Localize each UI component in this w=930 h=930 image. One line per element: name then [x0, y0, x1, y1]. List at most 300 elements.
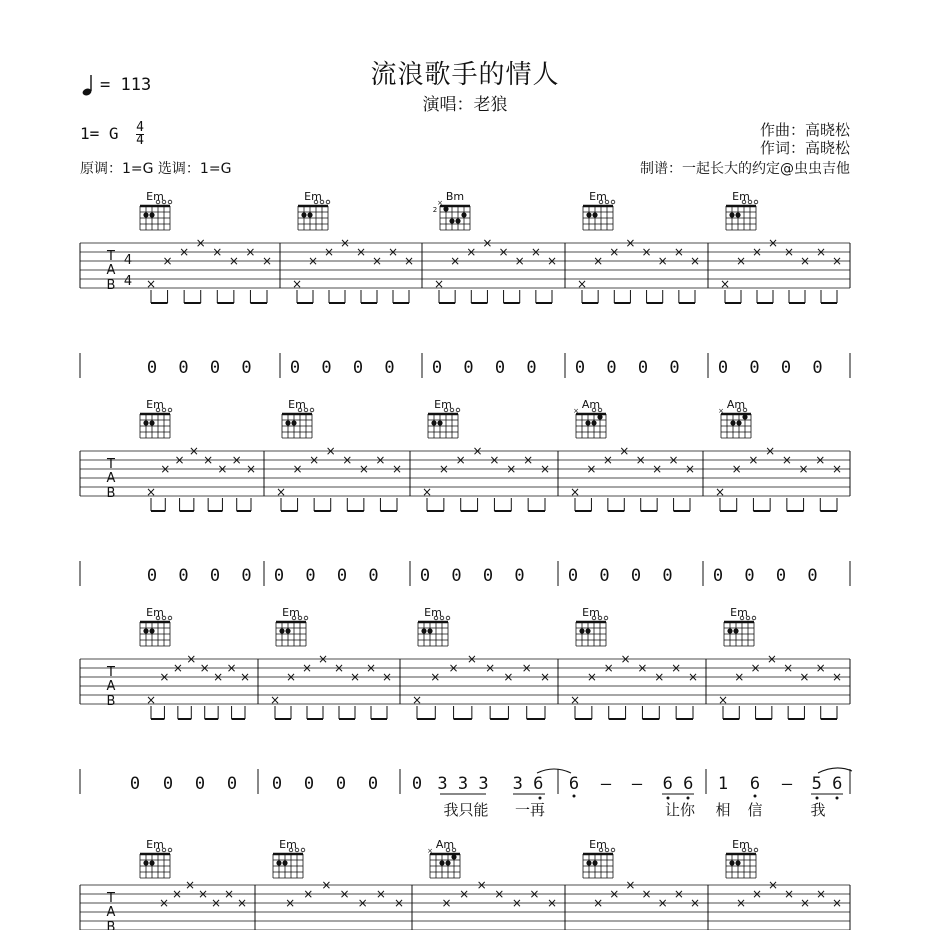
tab-clef-letter: A: [106, 263, 116, 278]
tab-note: ×: [482, 236, 493, 250]
tab-note: ×: [750, 661, 761, 675]
chord-finger-dot: [282, 860, 287, 865]
tab-row: [80, 398, 850, 586]
chord-finger-dot: [443, 206, 448, 211]
tab-note: ×: [261, 254, 273, 268]
jianpu-note: 0: [807, 566, 818, 586]
tab-note: ×: [171, 887, 183, 901]
jianpu-note: 0: [669, 358, 680, 378]
jianpu-note: 0: [146, 358, 158, 378]
tab-note: ×: [172, 661, 183, 675]
chord-open-string: [611, 848, 615, 852]
tab-note: ×: [751, 887, 763, 901]
tab-note: ×: [199, 661, 210, 675]
tab-note: ×: [301, 661, 313, 675]
chord-name: Em: [732, 838, 750, 851]
chord-name: Em: [146, 606, 164, 619]
key-label: 1= G: [80, 124, 119, 143]
tab-note: ×: [657, 254, 668, 268]
tab-note: ×: [159, 670, 170, 684]
chord-grid: [418, 616, 450, 646]
tab-note: ×: [673, 887, 684, 901]
tab-note: ×: [783, 661, 794, 675]
tab-note: ×: [323, 245, 335, 259]
tab-note: ×: [569, 485, 581, 499]
tab-note: ×: [375, 887, 386, 901]
arranger-credit: 制谱：一起长大的约定@虫虫吉他: [640, 161, 850, 177]
chord-finger-dot: [736, 420, 741, 425]
chord-finger-dot: [586, 212, 591, 217]
chord-finger-dot: [449, 218, 454, 223]
jianpu-note: 0: [241, 566, 252, 586]
lyric: 相: [715, 801, 731, 819]
tab-note: ×: [751, 245, 763, 259]
jianpu-note: 0: [717, 358, 729, 378]
jianpu-note: 0: [411, 774, 423, 794]
jianpu-note: 0: [209, 358, 221, 378]
lyric: 我: [810, 801, 826, 819]
chord-finger-dot: [143, 212, 148, 217]
jianpu-note: 0: [335, 774, 347, 794]
chord-open-string: [168, 200, 172, 204]
tab-note: ×: [652, 462, 663, 476]
chord-name: Em: [146, 838, 164, 851]
jianpu-note: 0: [780, 358, 792, 378]
tab-note: ×: [831, 462, 843, 476]
tie-arc: [537, 769, 571, 773]
tab-note: ×: [321, 878, 332, 892]
tab-note: ×: [160, 462, 171, 476]
chord-grid: [573, 407, 606, 438]
jianpu-note: 0: [712, 566, 724, 586]
tab-note: ×: [799, 670, 810, 684]
chord-grid: [726, 848, 758, 878]
lyricist-credit: 作词：高晓松: [759, 139, 850, 157]
tab-note: ×: [815, 245, 827, 259]
tab-note: ×: [766, 652, 777, 666]
tab-clef-letter: A: [106, 679, 116, 694]
tab-note: ×: [195, 236, 206, 250]
jianpu-note: 0: [162, 774, 174, 794]
chord-name: Em: [146, 398, 164, 411]
tab-clef-letter: A: [106, 471, 116, 486]
chord-grid: [576, 616, 608, 646]
tab-note: ×: [411, 693, 423, 707]
chord-finger-dot: [276, 860, 281, 865]
tab-note: ×: [375, 453, 386, 467]
chord-finger-dot: [437, 420, 442, 425]
tab-note: ×: [625, 236, 636, 250]
tab-note: ×: [569, 693, 581, 707]
chord-name: Em: [282, 606, 300, 619]
tab-note: ×: [735, 896, 747, 910]
chord-name: Em: [288, 398, 306, 411]
tempo-value: = 113: [100, 75, 152, 95]
tab-note: ×: [668, 453, 679, 467]
jianpu-note: 0: [273, 566, 285, 586]
jianpu-note: 0: [321, 358, 332, 378]
singer-credit: 演唱：老狼: [422, 95, 508, 115]
tab-note: ×: [748, 453, 759, 467]
lyric: 让你: [664, 801, 696, 819]
jianpu-note: 0: [305, 566, 316, 586]
jianpu-note: 0: [226, 774, 238, 794]
jianpu-note: 0: [494, 358, 506, 378]
tab-note: ×: [765, 444, 776, 458]
chord-grid: [726, 200, 758, 230]
chord-grid: [140, 408, 172, 438]
tab-row: [80, 190, 850, 378]
chord-finger-dot: [592, 860, 597, 865]
chord-name: Em: [582, 606, 600, 619]
chord-name: Bm: [445, 190, 465, 203]
chord-name: Em: [589, 190, 607, 203]
chord-finger-dot: [439, 860, 444, 865]
jianpu-note: 0: [209, 566, 221, 586]
tie-arc: [818, 768, 852, 773]
tab-note: ×: [576, 277, 588, 291]
chord-finger-dot: [597, 414, 602, 419]
tab-note: ×: [466, 245, 477, 259]
jianpu-note: 0: [352, 358, 364, 378]
dash-extension: –: [631, 774, 643, 794]
tab-note: ×: [717, 693, 729, 707]
tab-note: ×: [245, 245, 256, 259]
tab-note: ×: [799, 254, 811, 268]
tab-note: ×: [831, 254, 843, 268]
jianpu-note: 0: [526, 358, 537, 378]
tab-note: ×: [285, 896, 296, 910]
lower-octave-dot: [836, 797, 839, 800]
tab-note: ×: [529, 887, 540, 901]
tab-note: ×: [637, 661, 648, 675]
time-sig-top: 4: [136, 120, 144, 135]
tab-note: ×: [687, 670, 699, 684]
tab-note: ×: [292, 462, 303, 476]
chord-finger-dot: [301, 212, 306, 217]
chord-finger-dot: [591, 420, 596, 425]
tab-note: ×: [815, 887, 827, 901]
chord-finger-dot: [585, 628, 590, 633]
tab-note: ×: [357, 896, 368, 910]
tab-note: ×: [291, 277, 303, 291]
jianpu-note-group: 5 6: [811, 774, 843, 794]
lyric: 一再: [514, 801, 546, 819]
tab-note: ×: [355, 245, 367, 259]
tab-note: ×: [625, 878, 636, 892]
chord-finger-dot: [730, 420, 735, 425]
tab-clef-letter: T: [107, 249, 115, 264]
jianpu-note: 1: [717, 774, 729, 794]
tab-note: ×: [671, 661, 682, 675]
tab-note: ×: [635, 453, 646, 467]
tab-note: ×: [619, 444, 630, 458]
tab-note: ×: [162, 254, 173, 268]
tab-note: ×: [448, 661, 459, 675]
chord-finger-dot: [149, 420, 154, 425]
tab-note: ×: [831, 670, 843, 684]
original-key: 原调：1=G 选调：1=G: [80, 161, 232, 177]
tab-note: ×: [620, 652, 631, 666]
jianpu-note: 0: [384, 358, 395, 378]
tab-note: ×: [236, 896, 248, 910]
tab-note: ×: [450, 254, 461, 268]
tab-note: ×: [539, 670, 551, 684]
jianpu-note: 0: [271, 774, 283, 794]
tab-note: ×: [342, 453, 353, 467]
chord-name: Em: [146, 190, 164, 203]
lower-octave-dot: [816, 797, 819, 800]
tab-note: ×: [641, 887, 652, 901]
chord-finger-dot: [455, 218, 460, 223]
tab-note: ×: [657, 896, 668, 910]
jianpu-note-group: 3 6: [512, 774, 544, 794]
chord-open-string: [304, 616, 308, 620]
jianpu-note: 0: [812, 358, 823, 378]
jianpu-note: 0: [367, 774, 379, 794]
chord-grid: [140, 848, 172, 878]
jianpu-note: 0: [129, 774, 141, 794]
tab-note: ×: [466, 652, 477, 666]
tab-note: ×: [223, 887, 235, 901]
tab-note: ×: [523, 453, 534, 467]
lower-octave-dot: [754, 795, 757, 798]
chord-name: Em: [424, 606, 442, 619]
tab-note: ×: [609, 887, 620, 901]
tab-note: ×: [798, 462, 809, 476]
jianpu-note: 0: [567, 566, 579, 586]
jianpu-note: 0: [241, 358, 252, 378]
jianpu-note: 0: [178, 358, 189, 378]
tab-note: ×: [433, 277, 445, 291]
chord-grid: [273, 848, 305, 878]
tab-note: ×: [609, 245, 620, 259]
chord-finger-dot: [729, 860, 734, 865]
tab-note: ×: [689, 254, 701, 268]
chord-finger-dot: [735, 860, 740, 865]
tab-note: ×: [275, 485, 287, 499]
tab-note: ×: [317, 652, 329, 666]
tab-note: ×: [145, 277, 157, 291]
jianpu-note: 0: [336, 566, 348, 586]
tab-note: ×: [174, 453, 185, 467]
tab-clef-letter: T: [107, 665, 115, 680]
chord-finger-dot: [149, 628, 154, 633]
tab-note: ×: [546, 896, 558, 910]
tab-note: ×: [767, 236, 779, 250]
chord-open-string: [456, 408, 460, 412]
tab-note: ×: [498, 245, 509, 259]
tab-note: ×: [539, 462, 551, 476]
tab-clef-letter: B: [106, 486, 116, 501]
jianpu-note: 0: [419, 566, 431, 586]
tab-note: ×: [783, 887, 795, 901]
tab-note: ×: [673, 245, 684, 259]
tab-note: ×: [514, 254, 525, 268]
jianpu-note: 0: [289, 358, 301, 378]
chord-name: Am: [581, 398, 601, 411]
chord-open-string: [168, 616, 172, 620]
chord-finger-dot: [579, 628, 584, 633]
tab-note: ×: [228, 254, 239, 268]
chord-finger-dot: [279, 628, 284, 633]
tab-note: ×: [546, 254, 558, 268]
tab-note: ×: [339, 887, 350, 901]
chord-finger-dot: [592, 212, 597, 217]
tab-note: ×: [145, 485, 157, 499]
tab-note: ×: [684, 462, 696, 476]
chord-name: Em: [304, 190, 322, 203]
lyric: 信: [747, 801, 763, 819]
tab-note: ×: [783, 245, 795, 259]
tab-clef-letter: T: [107, 891, 115, 906]
jianpu-note: 0: [599, 566, 610, 586]
dash-extension: –: [781, 774, 793, 794]
melody-line: [130, 768, 852, 819]
tab-note: ×: [239, 670, 251, 684]
tab-note: ×: [333, 661, 345, 675]
tab-note: ×: [494, 887, 505, 901]
tab-note: ×: [593, 896, 604, 910]
tab-note: ×: [226, 661, 237, 675]
lower-octave-dot: [573, 795, 576, 798]
tab-note: ×: [735, 254, 747, 268]
chord-name: Am: [435, 838, 455, 851]
chord-muted-string: ×: [718, 407, 724, 415]
jianpu-note-group: 3 3 3: [437, 774, 489, 794]
chord-muted-string: ×: [427, 847, 433, 855]
tab-note: ×: [815, 453, 826, 467]
chord-grid: [718, 407, 751, 438]
jianpu-note: 0: [482, 566, 494, 586]
chord-muted-string: ×: [573, 407, 579, 415]
tab-clef-letter: B: [106, 920, 116, 930]
tab-note: ×: [593, 254, 604, 268]
chord-name: Am: [726, 398, 746, 411]
chord-open-string: [168, 848, 172, 852]
tab-note: ×: [503, 670, 514, 684]
tab-note: ×: [217, 462, 228, 476]
dash-extension: –: [600, 774, 612, 794]
chord-open-string: [446, 616, 450, 620]
tab-note: ×: [387, 245, 399, 259]
tab-note: ×: [403, 254, 415, 268]
chord-finger-dot: [586, 860, 591, 865]
chord-finger-dot: [461, 212, 466, 217]
tab-clef-letter: B: [106, 278, 116, 293]
tab-note: ×: [654, 670, 665, 684]
tab-note: ×: [781, 453, 792, 467]
tab-clef-letter: T: [107, 457, 115, 472]
chord-grid: [140, 616, 172, 646]
jianpu-note: 0: [514, 566, 525, 586]
chord-finger-dot: [285, 420, 290, 425]
chord-finger-dot: [431, 420, 436, 425]
tab-note: ×: [731, 462, 742, 476]
song-title: 流浪歌手的情人: [370, 60, 560, 90]
chord-open-string: [752, 616, 756, 620]
lower-octave-dot: [667, 797, 670, 800]
chord-name: Em: [589, 838, 607, 851]
tab-note: ×: [799, 896, 811, 910]
chord-open-string: [604, 616, 608, 620]
jianpu-note-group: 6 6: [662, 774, 694, 794]
tab-note: ×: [186, 652, 197, 666]
tab-note: ×: [521, 661, 532, 675]
tab-note: ×: [506, 462, 517, 476]
tab-note: ×: [603, 661, 614, 675]
jianpu-note: 0: [749, 358, 760, 378]
chord-open-string: [754, 848, 758, 852]
tab-note: ×: [459, 887, 470, 901]
tab-note: ×: [203, 453, 214, 467]
tab-note: ×: [767, 878, 779, 892]
chord-name: Em: [732, 190, 750, 203]
jianpu-note: 0: [637, 358, 649, 378]
tab-note: ×: [307, 254, 319, 268]
chord-finger-dot: [143, 628, 148, 633]
jianpu-note: 0: [606, 358, 617, 378]
jianpu-note: 0: [178, 566, 189, 586]
tab-note: ×: [441, 896, 452, 910]
tab-note: ×: [212, 245, 223, 259]
chord-name: Em: [730, 606, 748, 619]
chord-grid: [428, 408, 460, 438]
chord-finger-dot: [143, 860, 148, 865]
chord-grid: [282, 408, 314, 438]
tab-note: ×: [158, 896, 170, 910]
jianpu-note: 0: [574, 358, 586, 378]
lower-octave-dot: [539, 797, 542, 800]
chord-grid: [583, 200, 615, 230]
jianpu-note: 0: [775, 566, 787, 586]
tab-note: ×: [586, 670, 597, 684]
tab-note: ×: [349, 670, 361, 684]
chord-open-string: [168, 408, 172, 412]
chord-finger-dot: [445, 860, 450, 865]
tab-note: ×: [285, 670, 297, 684]
jianpu-note: 0: [368, 566, 379, 586]
tab-time-sig-bottom: 4: [123, 274, 133, 289]
chord-fret-number: 2: [432, 206, 438, 214]
tab-note: ×: [719, 277, 731, 291]
tab-note: ×: [325, 444, 336, 458]
tab-note: ×: [269, 693, 281, 707]
chord-grid: [583, 848, 615, 878]
chord-open-string: [611, 200, 615, 204]
tab-note: ×: [530, 245, 541, 259]
tab-note: ×: [184, 878, 196, 892]
chord-finger-dot: [733, 628, 738, 633]
chord-grid: [276, 616, 308, 646]
chord-grid: [724, 616, 756, 646]
tab-note: ×: [213, 670, 224, 684]
chord-open-string: [310, 408, 314, 412]
chord-finger-dot: [291, 420, 296, 425]
tab-note: ×: [489, 453, 500, 467]
tab-note: ×: [734, 670, 745, 684]
chord-finger-dot: [727, 628, 732, 633]
chord-open-string: [754, 200, 758, 204]
chord-finger-dot: [735, 212, 740, 217]
tab-note: ×: [714, 485, 726, 499]
jianpu-note: 0: [194, 774, 206, 794]
chord-grid: [433, 199, 470, 230]
tab-note: ×: [393, 896, 405, 910]
jianpu-note: 0: [431, 358, 443, 378]
tab-note: ×: [831, 896, 843, 910]
chord-finger-dot: [307, 212, 312, 217]
